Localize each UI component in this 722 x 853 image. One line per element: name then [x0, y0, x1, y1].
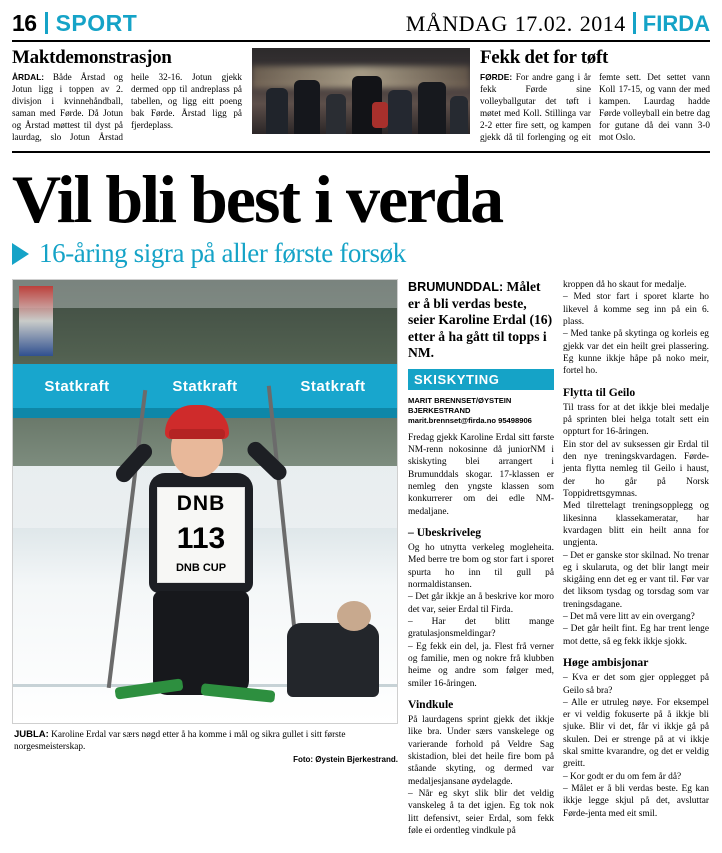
paragraph: – Eg fekk ein del, ja. Flest frå verner og familie, men og nokre frå klubben heime og andre som følger med, smiler 16-åringen.	[408, 641, 554, 689]
paragraph: – Når eg skyt slik blir det veldig vanskeleg å ta det igjen. Eg tok nok litt defensivt, seier Erdal, som fekk føle ei ordentleg vindkule på	[408, 788, 554, 836]
bib-brand-small: DNB CUP	[175, 562, 227, 575]
byline: MARIT BRENNSET/ØYSTEIN BJERKESTRAND marit.brennset@firda.no 95498906	[408, 395, 532, 426]
triangle-bullet-icon	[12, 243, 29, 265]
paragraph: – Målet er å bli verdas beste. Eg kan ikkje legge skjul på det, avsluttar Førde-jenta med eit smil.	[563, 784, 709, 819]
bib-brand: DNB	[176, 492, 226, 516]
crowd-figure	[388, 90, 412, 134]
flag-decoration	[19, 286, 53, 356]
crowd-figure	[326, 94, 346, 134]
teaser-right-body	[480, 72, 710, 144]
article-column-1-body	[408, 432, 554, 837]
section-rule	[12, 151, 710, 153]
paragraph: – Kor godt er du om fem år då?	[563, 771, 682, 782]
date-weekday: MÅNDAG	[405, 11, 508, 36]
teaser-left-text: Både Årstad og Jotun ligg i toppen av 2. divisjon i kvinnehåndball, saman med Førde. Då Jotun og Årstad møttest til dyst på laurdag, slo Jotun Årstad heile 32-16. Jotun gjekk dermed opp til andreplass på tabellen, og ligg eitt poeng bak Førde. Årstad ligg på fjerdeplass.	[12, 71, 242, 142]
subheading: Flytta til Geilo	[563, 385, 636, 399]
page-title: Vil bli best i verda	[12, 161, 503, 238]
photo-caption	[12, 724, 398, 753]
teaser-photo-wrap	[252, 48, 470, 143]
paragraph: På laurdagens sprint gjekk det ikkje like bra. Under særs vanskelege og varierande forhold på Veldre Sag skistadion, blei det heile fire bom på ståande skyting, og dermed var medaljesjansane øydelagde.	[408, 715, 554, 787]
teaser-row	[12, 42, 710, 143]
athlete-hat	[165, 405, 229, 439]
subheading: Vindkule	[408, 697, 454, 711]
athlete-arm-right	[244, 439, 290, 484]
teaser-left-title: Maktdemonstrasjon	[12, 47, 172, 68]
teaser-left-body	[12, 72, 242, 144]
sponsor-text-2: Statkraft	[172, 377, 238, 395]
article-column-2-body	[563, 279, 709, 820]
player-jersey	[372, 102, 388, 128]
standfirst	[408, 279, 554, 362]
section-label: SPORT	[55, 10, 138, 36]
crowd-figure	[450, 96, 468, 134]
subheading: Høge ambisjonar	[563, 656, 649, 669]
text-column-2	[563, 279, 709, 837]
subheadline-row	[12, 238, 710, 269]
sponsor-text-3: Statkraft	[300, 377, 366, 395]
race-bib	[157, 487, 245, 583]
subheadline: 16-åring sigra på aller første forsøk	[39, 238, 406, 269]
paragraph: – Kva er det som gjer opplegget på Geilo så bra?	[563, 673, 709, 696]
teaser-right-kicker: FØRDE:	[480, 71, 513, 82]
teaser-left[interactable]	[12, 48, 242, 143]
standfirst-place: BRUMUNDDAL:	[408, 280, 504, 295]
sponsor-text-1: Statkraft	[44, 377, 110, 395]
photo-snow-haze	[13, 280, 397, 308]
subheading: – Ubeskriveleg	[408, 525, 482, 539]
date-day: 17.02.	[514, 11, 573, 36]
photo-column	[12, 279, 398, 837]
paragraph: kroppen då ho skaut for medalje.	[563, 280, 687, 291]
athlete-figure	[105, 395, 305, 715]
background-person	[287, 623, 379, 697]
paper-name: FIRDA	[642, 11, 710, 36]
paragraph: Fredag gjekk Karoline Erdal sitt første NM-renn nokosinne då juniorNM i skiskyting blei arrangert i Brumunddals skogar. 17-klassen er nemleg den yngste klassen som konkurrerer om dei edle NM-medaljane.	[408, 432, 554, 517]
paragraph: – Det går heilt fint. Eg har trent lenge mot dette, så eg fekk ikkje sjokk.	[563, 624, 709, 647]
date-year: 2014	[579, 11, 626, 36]
photo-credit: Foto: Øystein Bjerkestrand.	[293, 755, 398, 765]
text-column-1	[408, 279, 554, 837]
paragraph: Og ho utnytta verkeleg mogleheita. Med berre tre bom og stor fart i sporet spurta ho inn til gull på normaldistansen.	[408, 543, 554, 591]
ski-right	[201, 683, 276, 703]
caption-label: JUBLA:	[14, 729, 49, 741]
masthead-left	[12, 9, 137, 37]
teaser-photo	[252, 48, 470, 134]
masthead	[12, 8, 710, 38]
teaser-right-text: For andre gang i år fekk Førde sine volleyballgutar det tøft i møtet med Koll. Stillinga var 2-2 etter fire sett, og kampen gjekk då til forlenging og eit femte sett. Det settet vann Koll 17-15, og vann der med kampen. Laurdag hadde Førde volleyball ein betre dag for gutane då dei vann 3-0 mot Oslo.	[480, 71, 710, 142]
ski-pole-left	[107, 390, 148, 688]
article-body	[12, 279, 710, 837]
paragraph: Med tilrettelagt treningsopplegg og likesinna klassekameratar, har kvardagen blitt ein heilt anna for ungjenta.	[563, 501, 709, 549]
paragraph: – Det må vere litt av ein overgang?	[563, 612, 695, 623]
bib-number: 113	[176, 522, 226, 556]
crowd-figure	[418, 82, 446, 134]
teaser-left-kicker: ÅRDAL:	[12, 71, 45, 82]
crowd-figure	[294, 80, 320, 134]
masthead-right	[406, 9, 710, 37]
paragraph: Til trass for at det ikkje blei medalje på sprinten blei helga totalt sett ein oppturt for 16-åringen.	[563, 402, 709, 438]
main-photo	[12, 279, 398, 724]
crowd-figure	[266, 88, 288, 134]
masthead-divider	[45, 12, 48, 34]
page-number: 16	[12, 10, 37, 36]
teaser-right[interactable]	[480, 48, 710, 143]
paragraph: – Med stor fart i sporet klarte ho likevel å komme seg inn på ein 6. plass.	[563, 292, 709, 327]
text-columns	[408, 279, 710, 837]
paragraph: – Har det blitt mange gratulasjonsmeldingar?	[408, 616, 554, 640]
caption-text: Karoline Erdal var særs nøgd etter å ha komme i mål og sikra gullet i sitt første norgesmeisterskap.	[14, 730, 346, 753]
topic-tag: SKISKYTING	[408, 369, 554, 390]
ski-left	[114, 678, 183, 699]
paragraph: – Det er ganske stor skilnad. No trenar eg i skularuta, og det blir langt meir skigåing enn det eg er vant til. Før var det liksom tysdag og torsdag som var treningsdagane.	[563, 550, 709, 610]
paragraph: – Med tanke på skytinga og korleis eg gjekk var det ein heilt grei plassering. Eg kunne ikkje håpe på noko meir, fortel ho.	[563, 329, 709, 377]
paragraph: – Alle er utruleg nøye. For eksempel er vi veldig fokuserte på å ikkje bli sjuke. Blir vi det, får vi ikkje gå på skulen. Dei er strenge på at vi ikkje skal smitte kvarandre, og det er veldig greitt.	[563, 697, 709, 770]
paragraph: Ein stor del av suksessen gir Erdal til den nye treningskvardagen. Førde-jenta flytta nemleg til Geilo i haust, der ho går på Norsk Toppidrettsgymnas.	[563, 439, 709, 499]
masthead-divider-2	[633, 12, 636, 34]
teaser-right-title: Fekk det for tøft	[480, 47, 609, 68]
paragraph: – Det går ikkje an å beskrive kor moro det var, seier Erdal til Firda.	[408, 592, 554, 615]
standfirst-text: Målet er å bli verdas beste, seier Karoline Erdal (16) etter å ha gått til topps i NM.	[408, 279, 553, 361]
